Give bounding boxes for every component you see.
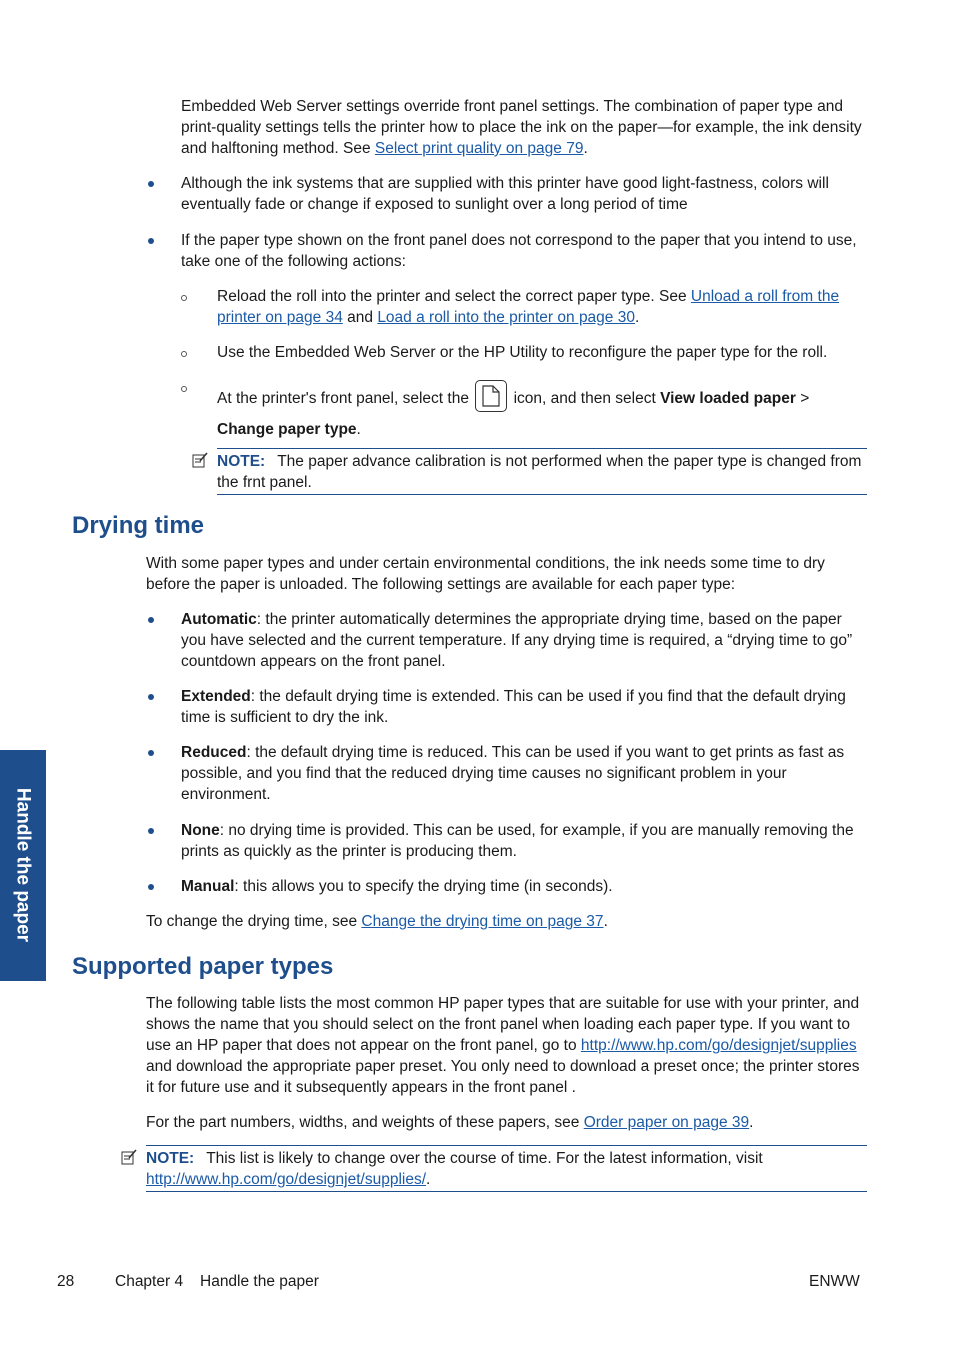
drying-item-manual: Manual: this allows you to specify the drying time (in seconds).: [181, 878, 613, 895]
note-label: NOTE:: [217, 453, 266, 470]
footer-chapter: Chapter 4: [115, 1273, 184, 1290]
heading-supported-paper-types: Supported paper types: [72, 953, 334, 980]
footer-page-number: 28: [57, 1273, 75, 1290]
link-change-drying-time[interactable]: Change the drying time on page 37: [361, 913, 604, 930]
side-tab: [0, 750, 46, 981]
menu-view-loaded-paper: View loaded paper: [660, 390, 796, 407]
sub-bullet: [181, 295, 187, 301]
bullet: [148, 828, 154, 834]
note-list-may-change: NOTE: This list is likely to change over the course of time. For the latest information, visit http://www.hp.com/go/designjet/supplies/.: [146, 1145, 867, 1192]
supported-paragraph-1: The following table lists the most common HP paper types that are suitable for use with your printer, and shows the name that you should select on the front panel when loading each paper type. If you want to use an HP paper that does not appear on the front panel, go to http://www.hp.com/go/designjet/supplies and download the appropriate paper preset. You only need to download a preset once; the printer stores it for future use and it subsequently appears in the front panel .: [146, 995, 860, 1096]
sub-action-ews: Use the Embedded Web Server or the HP Utility to reconfigure the paper type for the roll.: [217, 344, 828, 361]
note-icon: [192, 452, 209, 469]
link-hp-supplies[interactable]: http://www.hp.com/go/designjet/supplies: [580, 1037, 857, 1054]
drying-item-reduced: Reduced: the default drying time is reduced. This can be used if you want to get prints as fast as possible, and you find that the reduced drying time causes no significant problem in your environment.: [181, 744, 845, 803]
bullet: [148, 750, 154, 756]
paper-icon: [475, 380, 507, 412]
link-unload-roll[interactable]: Unload a roll from the printer on page 34: [217, 288, 840, 326]
list-item-light-fastness: Although the ink systems that are supplied with this printer have good light-fastness, colors will eventually fade or change if exposed to sunlight over a long period of time: [181, 175, 829, 213]
supported-paragraph-2: For the part numbers, widths, and weights of these papers, see Order paper on page 39.: [146, 1114, 754, 1131]
link-hp-supplies-note[interactable]: http://www.hp.com/go/designjet/supplies/: [146, 1171, 427, 1188]
link-select-print-quality[interactable]: Select print quality on page 79: [374, 140, 584, 157]
note-label: NOTE:: [146, 1150, 195, 1167]
heading-drying-time: Drying time: [72, 512, 205, 539]
list-item-paper-type-mismatch: If the paper type shown on the front panel does not correspond to the paper that you intend to use, take one of the following actions:: [181, 232, 857, 270]
bullet: [148, 884, 154, 890]
bullet: [148, 181, 154, 187]
drying-intro: With some paper types and under certain environmental conditions, the ink needs some time to dry before the paper is unloaded. The following settings are available for each paper type:: [146, 555, 825, 593]
bullet: [148, 238, 154, 244]
intro-paragraph: Embedded Web Server settings override front panel settings. The combination of paper type and print-quality settings tells the printer how to place the ink on the paper—for example, the ink density and halftoning method. See Select print quality on page 79.: [181, 98, 862, 157]
sub-action-front-panel: At the printer's front panel, select the icon, and then select View loaded paper > Change paper type.: [217, 383, 867, 445]
drying-item-automatic: Automatic: the printer automatically determines the appropriate drying time, based on the paper you have selected and the current temperature. If any drying time is required, a “drying time to go” countdown appears on the front panel.: [181, 611, 853, 670]
bullet: [148, 617, 154, 623]
sub-bullet: [181, 351, 187, 357]
drying-item-extended: Extended: the default drying time is extended. This can be used if you find that the default drying time is sufficient to dry the ink.: [181, 688, 846, 726]
drying-item-none: None: no drying time is provided. This can be used, for example, if you are manually removing the prints as quickly as the printer is producing them.: [181, 822, 854, 860]
note-icon: [121, 1149, 138, 1166]
sub-action-reload: Reload the roll into the printer and select the correct paper type. See Unload a roll from the printer on page 34 and Load a roll into the printer on page 30.: [217, 288, 840, 326]
drying-change-paragraph: To change the drying time, see Change the drying time on page 37.: [146, 913, 608, 930]
sub-bullet: [181, 386, 187, 392]
note-calibration: NOTE: The paper advance calibration is not performed when the paper type is changed from the frnt panel.: [217, 448, 867, 495]
side-tab-label: Handle the paper: [12, 787, 34, 943]
menu-change-paper-type: Change paper type: [217, 421, 357, 438]
link-load-roll[interactable]: Load a roll into the printer on page 30: [377, 309, 635, 326]
bullet: [148, 694, 154, 700]
link-order-paper[interactable]: Order paper on page 39: [583, 1114, 750, 1131]
footer-chapter-title: Handle the paper: [200, 1273, 319, 1290]
footer-enww: ENWW: [809, 1273, 860, 1290]
